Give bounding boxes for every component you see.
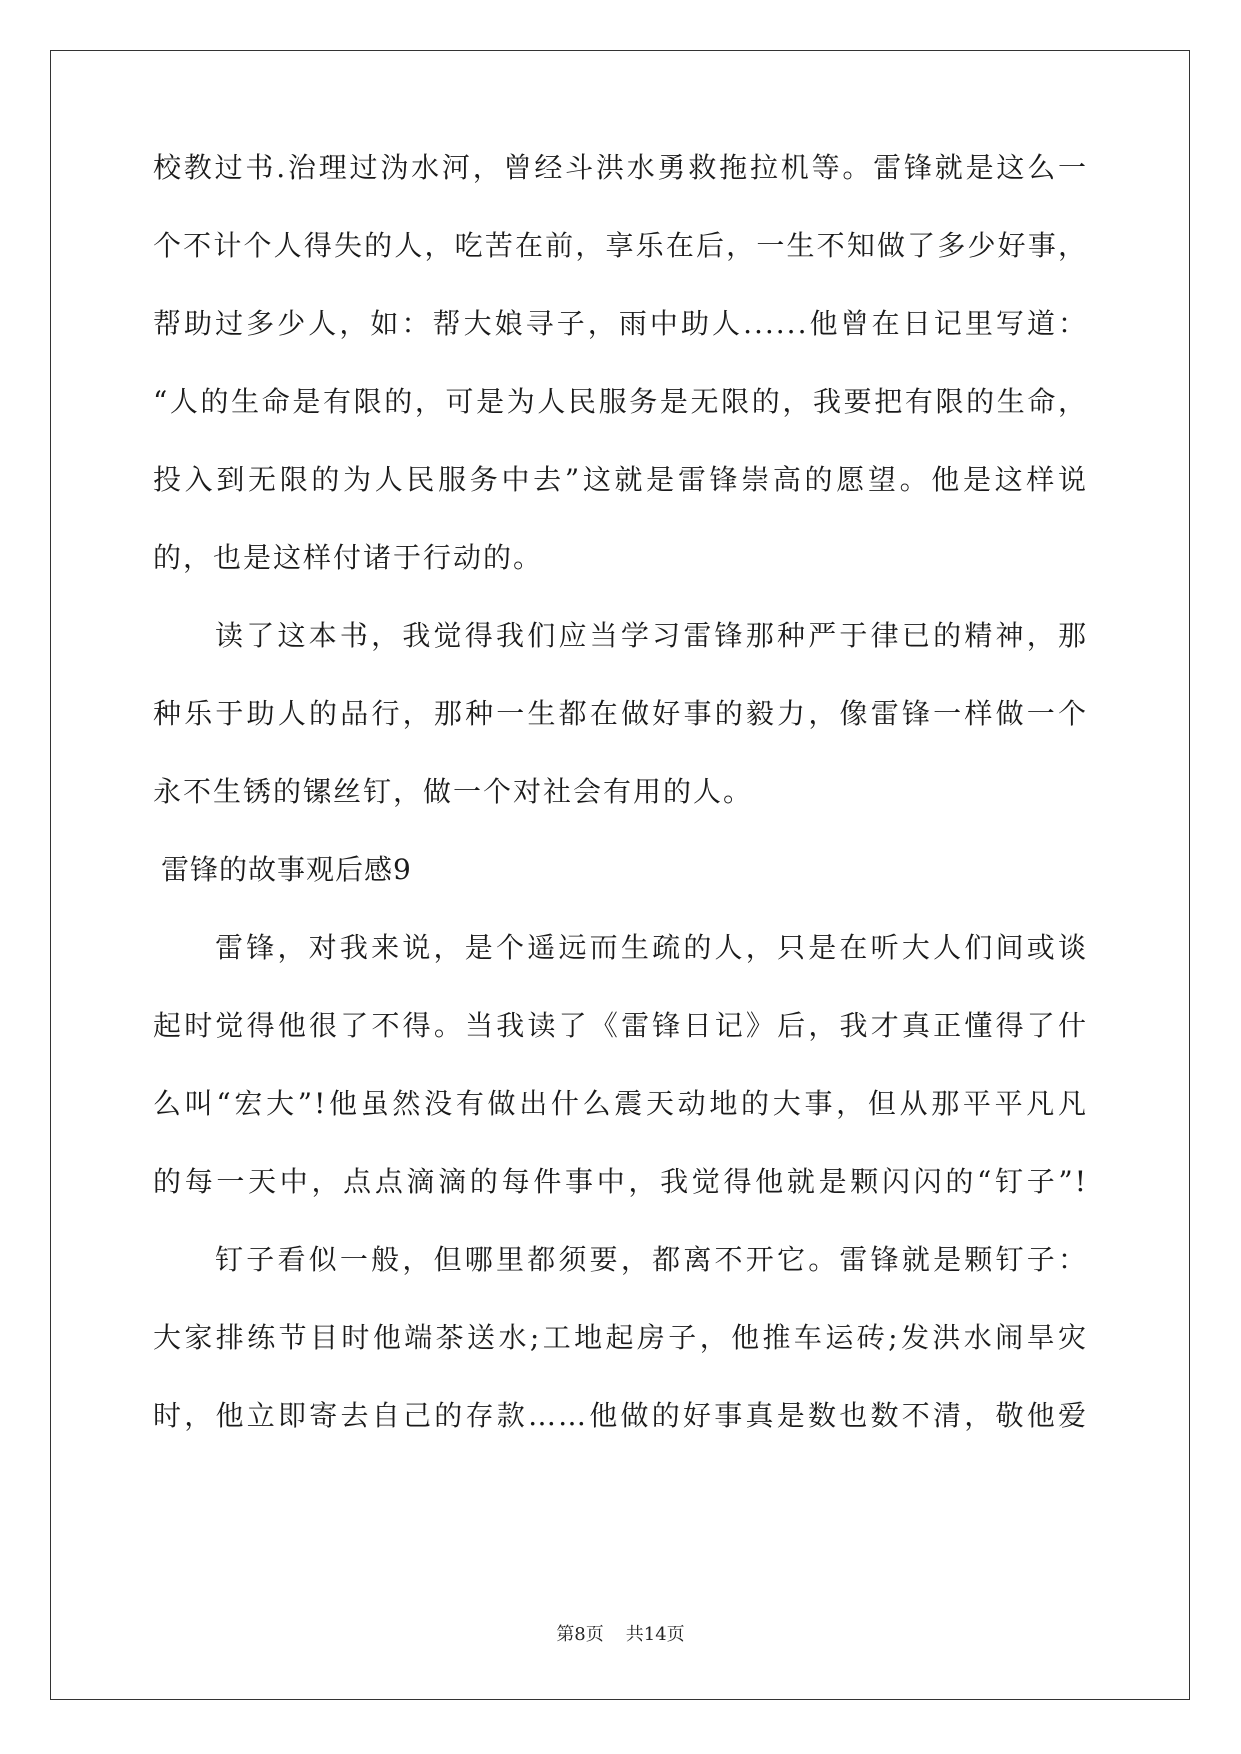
text-line: 投入到无限的为人民服务中去”这就是雷锋崇高的愿望。他是这样说 — [153, 463, 1088, 496]
text-line: 时，他立即寄去自己的存款……他做的好事真是数也数不清，敬他爱 — [153, 1399, 1088, 1432]
section-heading: 雷锋的故事观后感9 — [161, 853, 412, 886]
document-body — [153, 150, 1088, 1476]
text-line: 种乐于助人的品行，那种一生都在做好事的毅力，像雷锋一样做一个 — [153, 697, 1088, 730]
text-line: 的每一天中，点点滴滴的每件事中，我觉得他就是颗闪闪的“钉子”! — [153, 1165, 1088, 1198]
text-line: 起时觉得他很了不得。当我读了《雷锋日记》后，我才真正懂得了什 — [153, 1009, 1088, 1042]
paragraph-first-line: 读了这本书，我觉得我们应当学习雷锋那种严于律已的精神，那 — [215, 619, 1088, 652]
page-number: 第8页 — [556, 1624, 604, 1645]
page-footer — [0, 1620, 1241, 1646]
text-line: 大家排练节目时他端茶送水;工地起房子，他推车运砖;发洪水闹旱灾 — [153, 1321, 1088, 1354]
text-line: 帮助过多少人，如：帮大娘寻子，雨中助人......他曾在日记里写道： — [153, 307, 1088, 340]
paragraph-first-line: 钉子看似一般，但哪里都须要，都离不开它。雷锋就是颗钉子： — [215, 1243, 1088, 1276]
text-line: 么叫“宏大”!他虽然没有做出什么震天动地的大事，但从那平平凡凡 — [153, 1087, 1088, 1120]
text-line: 的，也是这样付诸于行动的。 — [153, 541, 544, 574]
text-line: 永不生锈的镙丝钉，做一个对社会有用的人。 — [153, 775, 754, 808]
text-line: 个不计个人得失的人，吃苦在前，享乐在后，一生不知做了多少好事， — [153, 229, 1088, 262]
text-line: 校教过书.治理过沩水河，曾经斗洪水勇救拖拉机等。雷锋就是这么一 — [153, 151, 1088, 184]
paragraph-first-line: 雷锋，对我来说，是个遥远而生疏的人，只是在听大人们间或谈 — [215, 931, 1088, 964]
text-line: “人的生命是有限的，可是为人民服务是无限的，我要把有限的生命， — [153, 385, 1088, 418]
page-total: 共14页 — [625, 1624, 685, 1645]
